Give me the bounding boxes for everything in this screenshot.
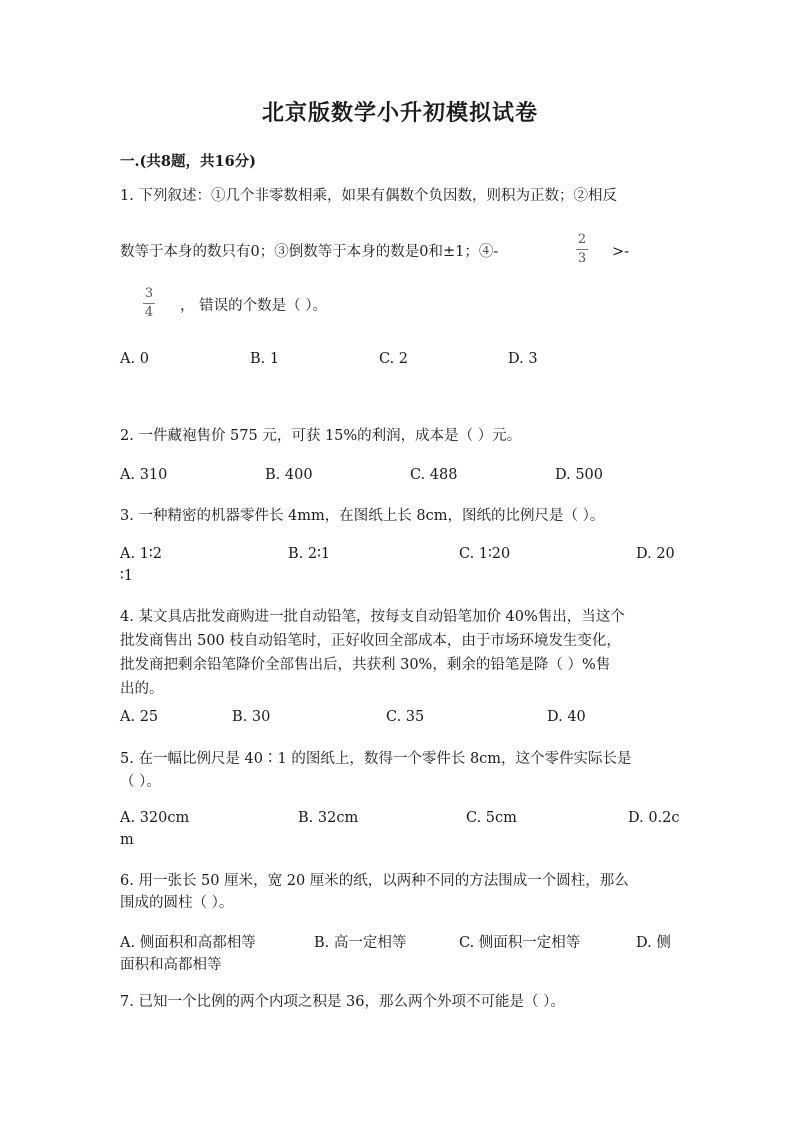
q7-text: 7. 已知一个比例的两个内项之积是 36，那么两个外项不可能是（ ）。 <box>120 994 565 1010</box>
fraction-denominator: 4 <box>144 305 154 320</box>
q6-option-a[interactable]: A. 侧面积和高都相等 <box>120 935 256 951</box>
q4-line-4: 出的。 <box>120 681 164 697</box>
q4-option-b[interactable]: B. 30 <box>232 709 271 725</box>
q1-fraction-two-thirds <box>576 232 588 267</box>
q4-line-1: 4. 某文具店批发商购进一批自动铅笔，按每支自动铅笔加价 40%售出，当这个 <box>120 609 625 625</box>
q4-option-d[interactable]: D. 40 <box>547 709 586 725</box>
q1-option-a[interactable]: A. 0 <box>120 351 149 367</box>
q6-option-b[interactable]: B. 高一定相等 <box>314 935 407 951</box>
q6-option-d-wrap: 面积和高都相等 <box>120 957 222 973</box>
q5-option-d[interactable]: D. 0.2c <box>628 810 680 826</box>
q1-line-2: 数等于本身的数只有0；③倒数等于本身的数是0和±1；④- <box>120 244 499 260</box>
q2-option-d[interactable]: D. 500 <box>555 467 604 483</box>
q5-line-1: 5. 在一幅比例尺是 40∶1 的图纸上，数得一个零件长 8cm，这个零件实际长是 <box>120 751 632 767</box>
q1-greater-than: >- <box>612 244 630 260</box>
q1-fraction-three-quarters <box>143 286 155 321</box>
fraction-denominator: 3 <box>577 251 587 266</box>
q5-option-c[interactable]: C. 5cm <box>466 810 517 826</box>
fraction-bar <box>576 249 588 250</box>
section-heading: 一.(共8题，共16分) <box>120 153 257 170</box>
q6-line-2: 围成的圆柱（ ）。 <box>120 895 234 911</box>
q5-line-2: （ ）。 <box>120 774 161 790</box>
q1-line-3: ， 错误的个数是（ ）。 <box>180 298 327 314</box>
q2-option-c[interactable]: C. 488 <box>410 467 458 483</box>
q6-option-c[interactable]: C. 侧面积一定相等 <box>459 935 581 951</box>
fraction-bar <box>143 303 155 304</box>
fraction-numerator: 3 <box>144 286 154 301</box>
q6-line-1: 6. 用一张长 50 厘米，宽 20 厘米的纸，以两种不同的方法围成一个圆柱，那么 <box>120 873 629 889</box>
q3-option-d[interactable]: D. 20 <box>636 546 675 562</box>
q1-option-c[interactable]: C. 2 <box>379 351 409 367</box>
q3-option-d-wrap: ∶1 <box>120 568 133 584</box>
q2-text: 2. 一件藏袍售价 575 元，可获 15%的利润，成本是（ ）元。 <box>120 428 522 444</box>
q5-option-d-wrap: m <box>120 832 134 848</box>
q5-option-b[interactable]: B. 32cm <box>298 810 359 826</box>
q4-line-3: 批发商把剩余铅笔降价全部售出后，共获利 30%，剩余的铅笔是降（ ）%售 <box>120 657 611 673</box>
q2-option-b[interactable]: B. 400 <box>265 467 313 483</box>
q1-option-b[interactable]: B. 1 <box>250 351 280 367</box>
fraction-numerator: 2 <box>577 232 587 247</box>
q3-option-c[interactable]: C. 1∶20 <box>459 546 511 562</box>
q4-option-a[interactable]: A. 25 <box>120 709 159 725</box>
q1-line-1: 1. 下列叙述：①几个非零数相乘，如果有偶数个负因数，则积为正数；②相反 <box>120 188 617 204</box>
q2-option-a[interactable]: A. 310 <box>120 467 168 483</box>
page-title: 北京版数学小升初模拟试卷 <box>261 100 538 126</box>
q6-option-d[interactable]: D. 侧 <box>636 935 671 951</box>
q3-option-b[interactable]: B. 2∶1 <box>288 546 331 562</box>
q4-option-c[interactable]: C. 35 <box>386 709 425 725</box>
q5-option-a[interactable]: A. 320cm <box>120 810 190 826</box>
q1-option-d[interactable]: D. 3 <box>508 351 538 367</box>
q3-option-a[interactable]: A. 1∶2 <box>120 546 162 562</box>
q4-line-2: 批发商售出 500 枝自动铅笔时，正好收回全部成本，由于市场环境发生变化， <box>120 633 621 649</box>
q3-text: 3. 一种精密的机器零件长 4mm，在图纸上长 8cm，图纸的比例尺是（ ）。 <box>120 508 605 524</box>
